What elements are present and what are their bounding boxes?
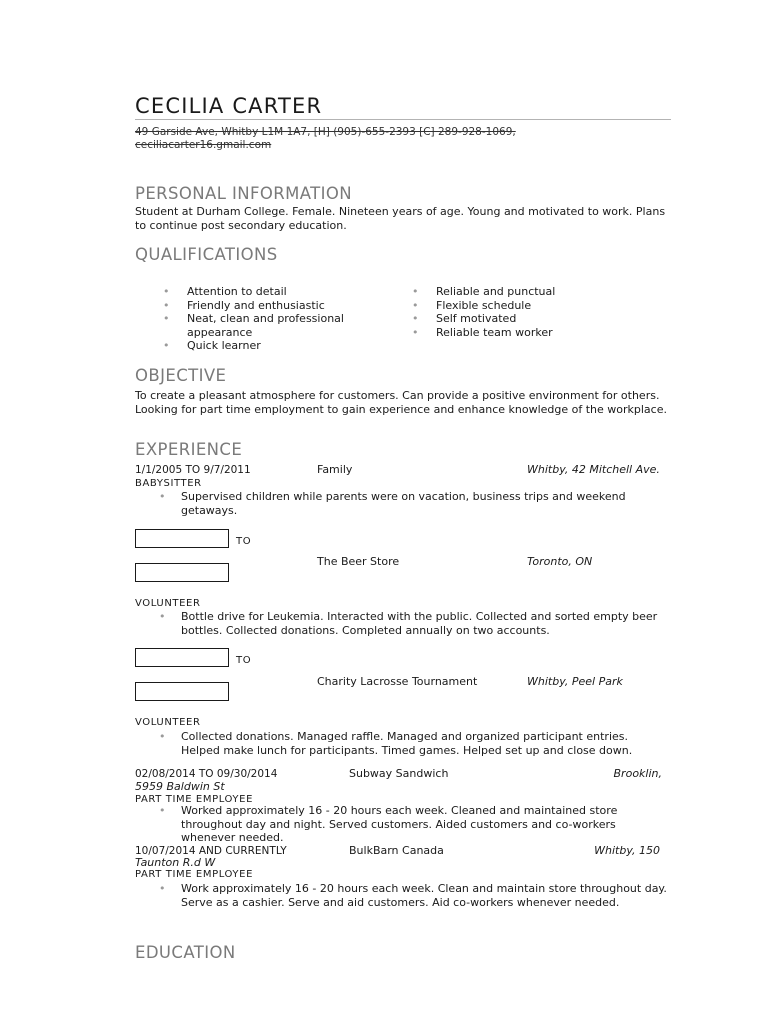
end-date-field[interactable] (135, 563, 229, 582)
qualification-item: • Neat, clean and professional appearance (163, 312, 363, 339)
job-detail: • Work approximately 16 - 20 hours each week. Clean and maintain store throughout day. Serve as a cashier. Serve and aid customers. Aid co-workers whenever needed. (159, 882, 667, 909)
contact-info (135, 126, 675, 152)
job-location: Toronto, ON (527, 555, 593, 568)
job-employer: BulkBarn Canada (349, 844, 444, 857)
job-dates: 1/1/2005 TO 9/7/2011 (135, 464, 251, 476)
qualification-item: • Reliable team worker (412, 326, 662, 340)
job-employer: Subway Sandwich (349, 767, 449, 780)
job-employer: Family (317, 463, 353, 476)
job-role: BABYSITTER (135, 478, 202, 489)
qualifications-list-left (163, 285, 363, 353)
education-heading: EDUCATION (135, 943, 236, 962)
start-date-field[interactable] (135, 529, 229, 548)
job-detail: • Collected donations. Managed raffle. Managed and organized participant entries. Helped make lunch for participants. Timed games. Helped set up and close down. (159, 730, 633, 757)
job-role: VOLUNTEER (135, 717, 201, 728)
qualification-item: • Friendly and enthusiastic (163, 299, 363, 313)
bullet-icon: • (159, 490, 166, 503)
qualification-item: • Self motivated (412, 312, 662, 326)
start-date-field[interactable] (135, 648, 229, 667)
job-detail: • Supervised children while parents were on vacation, business trips and weekend getaways. (159, 490, 626, 517)
job-dates: 10/07/2014 AND CURRENTLY (135, 845, 287, 857)
bullet-icon: • (159, 804, 166, 817)
date-range-to: TO (236, 655, 252, 666)
qualification-item: • Reliable and punctual (412, 285, 662, 299)
job-location: Whitby, Peel Park (527, 675, 623, 688)
bullet-icon: • (159, 730, 166, 743)
job-location-street: 5959 Baldwin St (135, 780, 225, 793)
job-dates: 02/08/2014 TO 09/30/2014 (135, 768, 278, 780)
job-role: PART TIME EMPLOYEE (135, 869, 253, 880)
contact-address-phone: 49 Garside Ave, Whitby L1M 1A7, [H] (905)-655-2393 [C] 289-928-1069, (135, 126, 516, 138)
qualification-item: • Quick learner (163, 339, 363, 353)
job-location: Whitby, 150 (594, 844, 660, 857)
qualifications-heading: QUALIFICATIONS (135, 245, 278, 264)
job-detail: • Worked approximately 16 - 20 hours each week. Cleaned and maintained store throughout day and night. Served customers. Aided customers and co-workers whenever needed. (159, 804, 618, 844)
personal-information-text: Student at Durham College. Female. Nineteen years of age. Young and motivated to work. Plans to continue post secondary education. (135, 205, 666, 232)
job-role: VOLUNTEER (135, 598, 201, 609)
personal-information-heading: PERSONAL INFORMATION (135, 184, 353, 203)
job-employer: The Beer Store (317, 555, 400, 568)
job-location: Brooklin, (613, 767, 662, 780)
header-divider (135, 119, 671, 120)
contact-email: ceciliacarter16.gmail.com (135, 139, 272, 151)
job-location: Whitby, 42 Mitchell Ave. (527, 463, 660, 476)
resume-name: CECILIA CARTER (135, 94, 323, 118)
objective-text: To create a pleasant atmosphere for customers. Can provide a positive environment for others. Looking for part time employment to gain experience and enhance knowledge of the workplace. (135, 389, 667, 416)
bullet-icon: • (159, 882, 166, 895)
qualification-item: • Attention to detail (163, 285, 363, 299)
bullet-icon: • (159, 610, 166, 623)
end-date-field[interactable] (135, 682, 229, 701)
job-employer: Charity Lacrosse Tournament (317, 675, 478, 688)
job-location-street: Taunton R.d W (135, 856, 216, 869)
experience-heading: EXPERIENCE (135, 440, 243, 459)
qualification-item: • Flexible schedule (412, 299, 662, 313)
objective-heading: OBJECTIVE (135, 366, 227, 385)
job-role: PART TIME EMPLOYEE (135, 794, 253, 805)
date-range-to: TO (236, 536, 252, 547)
job-detail: • Bottle drive for Leukemia. Interacted with the public. Collected and sorted empty beer bottles. Collected donations. Completed annually on two accounts. (159, 610, 658, 637)
qualifications-list-right (412, 285, 662, 339)
